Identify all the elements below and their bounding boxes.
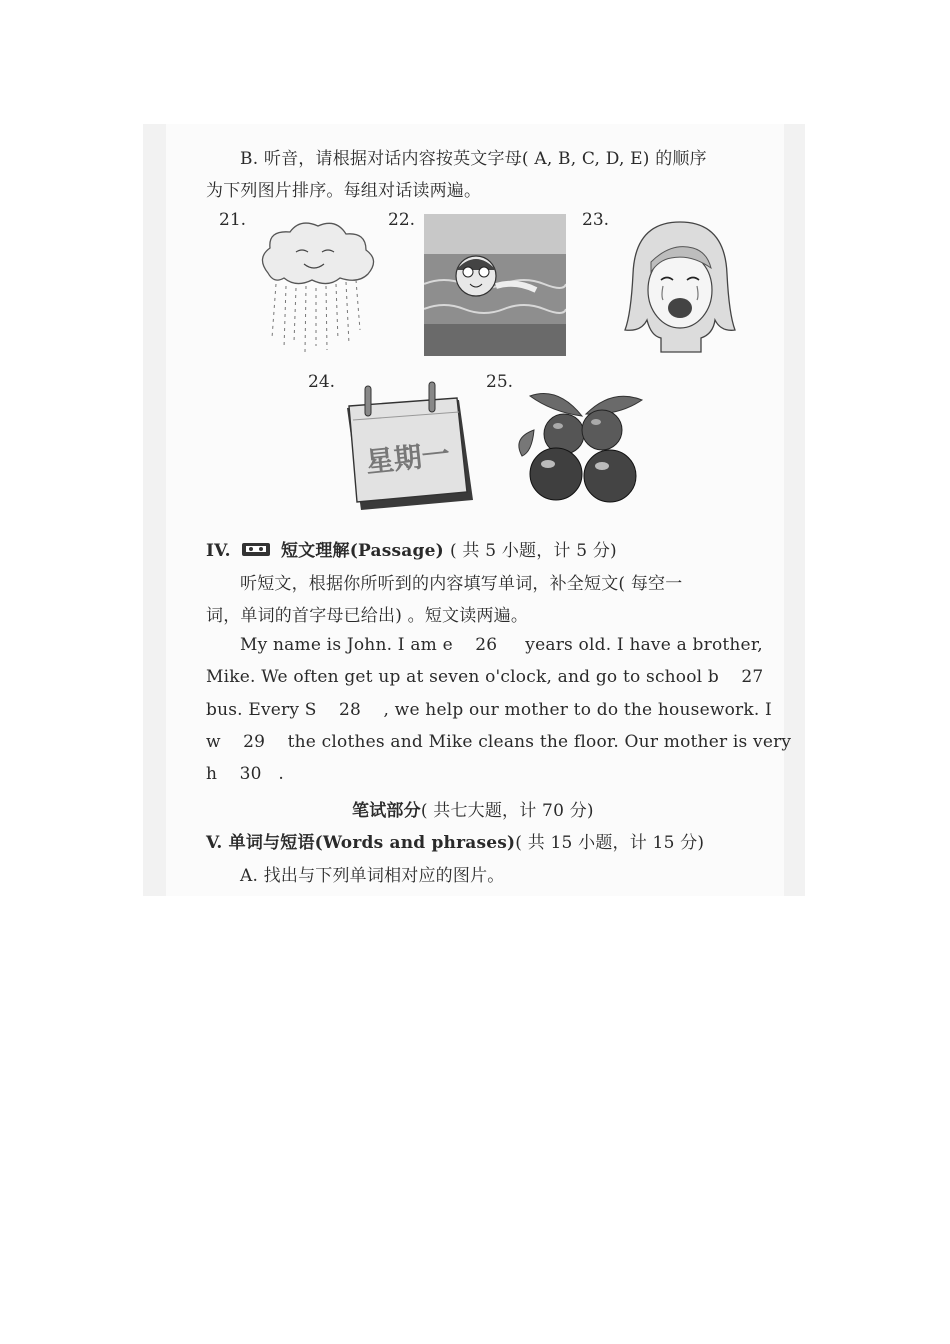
passage-line-5: h 30 . <box>206 764 285 784</box>
passage-line-4: w 29 the clothes and Mike cleans the floor. Our mother is very <box>206 732 792 752</box>
written-part-score: ( 共七大题，计 70 分) <box>420 801 594 821</box>
passage-line-2: Mike. We often get up at seven o'clock, and go to school b 27 <box>206 667 764 687</box>
section-iv-instruction-line1: 听短文，根据你所听到的内容填写单词，补全短文( 每空一 <box>240 574 683 594</box>
section-v-score: ( 共 15 小题，计 15 分) <box>515 833 705 853</box>
section-v-heading <box>206 828 704 853</box>
page-content <box>166 124 792 896</box>
exam-page <box>143 124 805 896</box>
picture-number-25: 25. <box>486 372 514 392</box>
picture-number-21: 21. <box>219 210 247 230</box>
picture-number-22: 22. <box>388 210 416 230</box>
rain-cloud-icon <box>248 218 382 354</box>
passage-line-1: My name is John. I am e 26 years old. I have a brother, <box>240 635 763 655</box>
crying-girl-icon <box>621 218 739 354</box>
cassette-tape-icon <box>241 541 271 557</box>
section-iv-score: ( 共 5 小题，计 5 分) <box>449 541 617 561</box>
written-part-heading <box>352 796 594 821</box>
section-iv-prefix: IV. <box>206 541 231 561</box>
calendar-day-label: 星期一 <box>364 437 452 479</box>
section-b-line1: B. 听音，请根据对话内容按英文字母( A, B, C, D, E) 的顺序 <box>240 149 707 169</box>
written-part-title: 笔试部分 <box>352 801 421 821</box>
calendar-icon <box>341 380 481 516</box>
section-iv-title: 短文理解(Passage) <box>280 541 444 561</box>
picture-number-23: 23. <box>582 210 610 230</box>
passage-line-3: bus. Every S 28 , we help our mother to do the housework. I <box>206 700 772 720</box>
section-iv-heading <box>206 536 617 561</box>
section-b-line2: 为下列图片排序。每组对话读两遍。 <box>206 181 482 201</box>
section-iv-instruction-line2: 词，单词的首字母已给出) 。短文读两遍。 <box>206 606 529 626</box>
section-v-sub-a: A. 找出与下列单词相对应的图片。 <box>240 866 505 886</box>
picture-number-24: 24. <box>308 372 336 392</box>
apples-icon <box>512 386 654 510</box>
section-v-title: V. 单词与短语(Words and phrases) <box>206 833 516 853</box>
swimming-boy-icon <box>424 214 566 356</box>
